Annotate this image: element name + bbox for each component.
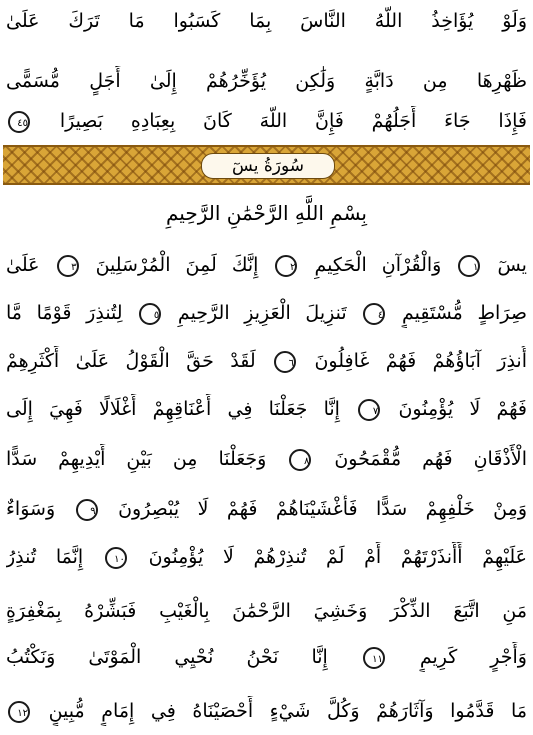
verse-text: إِنَّكَ لَمِنَ الْمُرْسَلِينَ <box>95 254 259 276</box>
verse-text: وَلَوْ يُؤَاخِذُ اللَّهُ النَّاسَ بِمَا كَسَبُوا مَا تَرَكَ عَلَىٰ <box>6 10 527 32</box>
verse-text: إِنَّا جَعَلْنَا فِي أَعْنَاقِهِمْ أَغْلَالًا فَهِيَ إِلَى <box>6 398 340 420</box>
verse-line-b9 <box>6 642 527 672</box>
verse-text: تَنزِيلَ الْعَزِيزِ الرَّحِيمِ <box>177 302 347 324</box>
ayah-number-marker: ٦ <box>274 351 296 373</box>
verse-text: مَا قَدَّمُوا وَآثَارَهُمْ وَكُلَّ شَيْءٍ أَحْصَيْنَاهُ فِي إِمَامٍ مُّبِينٍ <box>48 700 527 722</box>
verse-line-2 <box>6 66 527 96</box>
verse-line-1 <box>6 6 527 36</box>
verse-text: إِنَّمَا تُنذِرُ <box>6 546 84 568</box>
ayah-number-marker: ١١ <box>363 647 385 669</box>
verse-text: صِرَاطٍ مُّسْتَقِيمٍ <box>401 302 527 324</box>
ayah-number-marker: ١٢ <box>8 701 30 723</box>
verse-line-b3 <box>6 346 527 376</box>
ayah-number-marker: ٣ <box>57 255 79 277</box>
verse-line-b10 <box>6 696 527 726</box>
verse-line-3 <box>6 106 527 136</box>
verse-text: عَلَىٰ <box>6 254 40 276</box>
surah-title: سُورَةُ يسٓ <box>201 153 335 179</box>
verse-line-b4 <box>6 394 527 424</box>
ayah-number-marker: ٤ <box>363 303 385 325</box>
basmala: بِسْمِ اللَّهِ الرَّحْمَٰنِ الرَّحِيمِ <box>165 201 367 225</box>
verse-text: لِتُنذِرَ قَوْمًا مَّا <box>6 302 123 324</box>
verse-text: وَالْقُرْآنِ الْحَكِيمِ <box>314 254 442 276</box>
verse-text: وَجَعَلْنَا مِن بَيْنِ أَيْدِيهِمْ سَدًّا <box>6 448 267 470</box>
verse-text: إِنَّا نَحْنُ نُحْيِي الْمَوْتَىٰ وَنَكْتُبُ <box>6 646 328 668</box>
verse-text: أُنذِرَ آبَاؤُهُمْ فَهُمْ غَافِلُونَ <box>314 350 527 372</box>
ayah-number-marker: ١ <box>458 255 480 277</box>
verse-text: مَنِ اتَّبَعَ الذِّكْرَ وَخَشِيَ الرَّحْمَٰنَ بِالْغَيْبِ فَبَشِّرْهُ بِمَغْفِرَةٍ <box>6 600 527 622</box>
ayah-number-marker: ٧ <box>358 399 380 421</box>
verse-text: عَلَيْهِمْ أَأَنذَرْتَهُمْ أَمْ لَمْ تُنذِرْهُمْ لَا يُؤْمِنُونَ <box>148 546 527 568</box>
ayah-number-marker: ١٠ <box>105 547 127 569</box>
ayah-number-marker: ٤٥ <box>8 111 30 133</box>
verse-text: الْأَذْقَانِ فَهُم مُّقْمَحُونَ <box>334 448 527 470</box>
verse-text: يسٓ <box>497 254 527 276</box>
verse-line-b1 <box>6 250 527 280</box>
ayah-number-marker: ٩ <box>76 499 98 521</box>
verse-text: فَإِذَا جَاءَ أَجَلُهُمْ فَإِنَّ اللَّهَ كَانَ بِعِبَادِهِ بَصِيرًا <box>59 110 527 132</box>
verse-line-b5 <box>6 444 527 474</box>
verse-text: ظَهْرِهَا مِن دَابَّةٍ وَلَٰكِن يُؤَخِّرُهُمْ إِلَىٰ أَجَلٍ مُّسَمًّى <box>6 70 527 92</box>
verse-line-b8 <box>6 596 527 626</box>
verse-text: وَأَجْرٍ كَرِيمٍ <box>419 646 527 668</box>
verse-line-b6 <box>6 494 527 524</box>
ayah-number-marker: ٨ <box>289 449 311 471</box>
verse-text: وَسَوَاءٌ <box>6 498 56 520</box>
surah-header-banner <box>3 145 530 185</box>
verse-text: لَقَدْ حَقَّ الْقَوْلُ عَلَىٰ أَكْثَرِهِمْ <box>6 350 256 372</box>
ayah-number-marker: ٥ <box>139 303 161 325</box>
verse-text: فَهُمْ لَا يُؤْمِنُونَ <box>398 398 527 420</box>
verse-text: وَمِنْ خَلْفِهِمْ سَدًّا فَأَغْشَيْنَاهُمْ فَهُمْ لَا يُبْصِرُونَ <box>118 498 527 520</box>
verse-line-b7 <box>6 542 527 572</box>
verse-line-b2 <box>6 298 527 328</box>
ayah-number-marker: ٢ <box>275 255 297 277</box>
